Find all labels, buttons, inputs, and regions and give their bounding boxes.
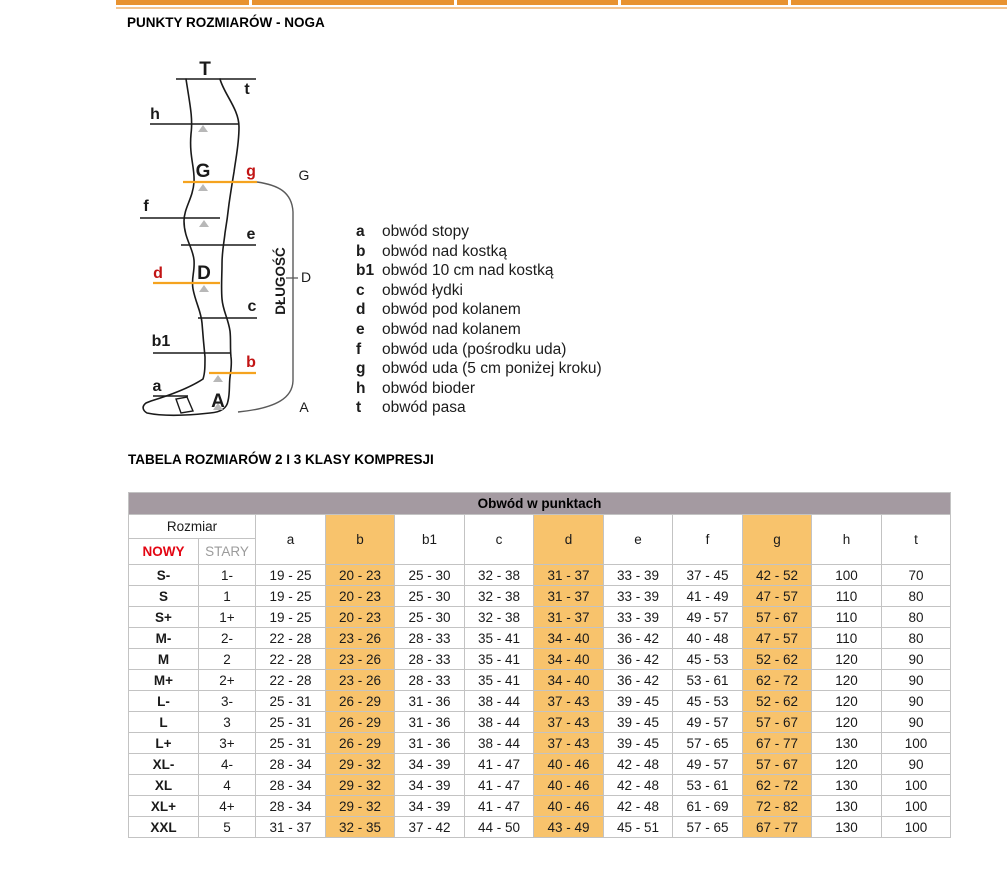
cell-value-e: 33 - 39 [604, 607, 673, 628]
cell-value-b: 29 - 32 [326, 775, 395, 796]
diagram-label-c: c [247, 298, 257, 315]
cell-value-t: 100 [882, 775, 951, 796]
column-header-d: d [534, 515, 604, 565]
diagram-label-G-leg: G [195, 161, 211, 182]
cell-value-a: 28 - 34 [256, 775, 326, 796]
table-row [129, 691, 951, 712]
column-header-f: f [673, 515, 743, 565]
nav-tab-segment-4[interactable] [621, 0, 788, 5]
cell-size-nowy: M- [129, 628, 199, 649]
toe-strap-outline [176, 397, 193, 413]
legend-key: t [356, 399, 362, 417]
legend-key: e [356, 320, 365, 338]
legend-text: obwód 10 cm nad kostką [382, 262, 554, 280]
nav-tab-segment-2[interactable] [252, 0, 454, 5]
cell-value-b: 23 - 26 [326, 628, 395, 649]
cell-value-e: 45 - 51 [604, 817, 673, 838]
cell-value-b: 26 - 29 [326, 712, 395, 733]
cell-value-d: 40 - 46 [534, 796, 604, 817]
cell-value-d: 31 - 37 [534, 607, 604, 628]
column-header-stary: STARY [199, 539, 256, 565]
cell-value-b1: 31 - 36 [395, 733, 465, 754]
cell-value-f: 41 - 49 [673, 586, 743, 607]
measurement-legend [356, 222, 602, 418]
legend-key: a [356, 223, 365, 240]
legend-item [356, 379, 602, 399]
legend-key: h [356, 379, 366, 397]
cell-value-c: 38 - 44 [465, 733, 534, 754]
cell-value-b1: 34 - 39 [395, 754, 465, 775]
cell-value-f: 53 - 61 [673, 775, 743, 796]
cell-value-h: 120 [812, 670, 882, 691]
section-title-table: TABELA ROZMIARÓW 2 I 3 KLASY KOMPRESJI [128, 452, 434, 467]
legend-text: obwód uda (pośrodku uda) [382, 340, 567, 358]
legend-item [356, 320, 602, 340]
cell-value-e: 36 - 42 [604, 649, 673, 670]
legend-item [356, 398, 602, 418]
nav-tab-segment-1[interactable] [116, 0, 249, 5]
legend-item [356, 359, 602, 379]
cell-value-g: 62 - 72 [743, 775, 812, 796]
cell-value-h: 110 [812, 586, 882, 607]
legend-item [356, 222, 602, 242]
diagram-label-d: d [153, 265, 163, 282]
column-header-c: c [465, 515, 534, 565]
cell-size-stary: 4- [199, 754, 256, 775]
cell-value-d: 43 - 49 [534, 817, 604, 838]
triangle-marker [199, 285, 209, 292]
cell-value-g: 52 - 62 [743, 691, 812, 712]
cell-size-stary: 2+ [199, 670, 256, 691]
legend-item [356, 281, 602, 301]
column-header-g: g [743, 515, 812, 565]
cell-value-c: 44 - 50 [465, 817, 534, 838]
cell-value-b: 29 - 32 [326, 796, 395, 817]
cell-value-b1: 37 - 42 [395, 817, 465, 838]
column-header-a: a [256, 515, 326, 565]
cell-size-nowy: XL+ [129, 796, 199, 817]
cell-value-b1: 34 - 39 [395, 775, 465, 796]
diagram-label-D-bracket: D [300, 269, 312, 285]
cell-value-e: 36 - 42 [604, 670, 673, 691]
cell-size-stary: 1- [199, 565, 256, 586]
cell-size-stary: 3+ [199, 733, 256, 754]
cell-value-b1: 28 - 33 [395, 649, 465, 670]
cell-value-f: 53 - 61 [673, 670, 743, 691]
cell-value-b: 26 - 29 [326, 733, 395, 754]
cell-value-b1: 31 - 36 [395, 691, 465, 712]
cell-value-c: 41 - 47 [465, 796, 534, 817]
cell-value-e: 33 - 39 [604, 586, 673, 607]
nav-underline [116, 7, 1007, 9]
cell-value-g: 57 - 67 [743, 712, 812, 733]
cell-value-a: 22 - 28 [256, 649, 326, 670]
cell-value-f: 57 - 65 [673, 733, 743, 754]
cell-size-stary: 4 [199, 775, 256, 796]
triangle-marker [198, 184, 208, 191]
cell-size-nowy: XL- [129, 754, 199, 775]
diagram-label-D-leg: D [197, 263, 211, 284]
cell-value-e: 42 - 48 [604, 754, 673, 775]
cell-value-e: 33 - 39 [604, 565, 673, 586]
table-row [129, 670, 951, 691]
column-header-b: b [326, 515, 395, 565]
cell-value-g: 47 - 57 [743, 628, 812, 649]
cell-value-f: 49 - 57 [673, 607, 743, 628]
cell-size-stary: 3- [199, 691, 256, 712]
cell-value-c: 41 - 47 [465, 775, 534, 796]
diagram-label-length: DŁUGOŚĆ [273, 247, 288, 315]
cell-value-b1: 28 - 33 [395, 628, 465, 649]
cell-value-h: 100 [812, 565, 882, 586]
cell-value-b1: 34 - 39 [395, 796, 465, 817]
cell-value-h: 130 [812, 796, 882, 817]
cell-value-f: 49 - 57 [673, 754, 743, 775]
nav-tab-segment-3[interactable] [457, 0, 618, 5]
cell-value-b: 23 - 26 [326, 649, 395, 670]
diagram-label-G-bracket: G [298, 167, 310, 183]
cell-value-e: 39 - 45 [604, 691, 673, 712]
cell-value-a: 19 - 25 [256, 565, 326, 586]
cell-value-a: 22 - 28 [256, 670, 326, 691]
cell-value-h: 130 [812, 733, 882, 754]
cell-value-b: 29 - 32 [326, 754, 395, 775]
cell-value-t: 80 [882, 586, 951, 607]
column-header-rozmiar: Rozmiar [129, 515, 256, 539]
cell-value-g: 47 - 57 [743, 586, 812, 607]
cell-value-t: 100 [882, 733, 951, 754]
cell-value-b: 20 - 23 [326, 586, 395, 607]
diagram-label-f: f [143, 198, 149, 215]
cell-value-h: 120 [812, 691, 882, 712]
cell-value-b: 26 - 29 [326, 691, 395, 712]
cell-value-b: 20 - 23 [326, 607, 395, 628]
cell-value-b: 32 - 35 [326, 817, 395, 838]
legend-text: obwód pasa [382, 399, 466, 417]
cell-value-c: 35 - 41 [465, 628, 534, 649]
cell-value-a: 22 - 28 [256, 628, 326, 649]
cell-value-c: 32 - 38 [465, 565, 534, 586]
cell-value-d: 37 - 43 [534, 733, 604, 754]
cell-value-c: 32 - 38 [465, 586, 534, 607]
cell-value-e: 39 - 45 [604, 733, 673, 754]
cell-value-t: 80 [882, 607, 951, 628]
triangle-marker [198, 125, 208, 132]
cell-size-nowy: M+ [129, 670, 199, 691]
legend-key: c [356, 281, 365, 299]
legend-text: obwód łydki [382, 281, 463, 299]
cell-value-d: 34 - 40 [534, 670, 604, 691]
cell-value-h: 120 [812, 754, 882, 775]
cell-value-c: 32 - 38 [465, 607, 534, 628]
legend-text: obwód stopy [382, 223, 470, 240]
cell-value-t: 90 [882, 712, 951, 733]
cell-value-a: 19 - 25 [256, 586, 326, 607]
diagram-label-a: a [152, 378, 162, 395]
cell-value-d: 34 - 40 [534, 649, 604, 670]
triangle-marker [213, 375, 223, 382]
table-row [129, 607, 951, 628]
legend-key: f [356, 340, 362, 358]
cell-size-nowy: L+ [129, 733, 199, 754]
cell-value-d: 40 - 46 [534, 754, 604, 775]
leg-outline [143, 79, 239, 415]
diagram-label-g: g [246, 163, 256, 180]
cell-value-b1: 25 - 30 [395, 565, 465, 586]
cell-value-d: 34 - 40 [534, 628, 604, 649]
table-row [129, 775, 951, 796]
legend-key: g [356, 360, 366, 378]
legend-item [356, 340, 602, 360]
cell-value-c: 38 - 44 [465, 712, 534, 733]
column-header-b1: b1 [395, 515, 465, 565]
cell-size-stary: 1+ [199, 607, 256, 628]
column-header-nowy: NOWY [129, 539, 199, 565]
cell-size-stary: 2 [199, 649, 256, 670]
cell-value-g: 67 - 77 [743, 817, 812, 838]
cell-value-e: 36 - 42 [604, 628, 673, 649]
cell-value-f: 57 - 65 [673, 817, 743, 838]
cell-value-b1: 28 - 33 [395, 670, 465, 691]
cell-value-c: 41 - 47 [465, 754, 534, 775]
cell-value-a: 31 - 37 [256, 817, 326, 838]
cell-value-h: 120 [812, 712, 882, 733]
cell-value-c: 35 - 41 [465, 649, 534, 670]
cell-size-stary: 3 [199, 712, 256, 733]
cell-value-e: 39 - 45 [604, 712, 673, 733]
cell-value-a: 19 - 25 [256, 607, 326, 628]
cell-value-a: 28 - 34 [256, 796, 326, 817]
cell-value-b1: 31 - 36 [395, 712, 465, 733]
cell-value-h: 110 [812, 607, 882, 628]
nav-tab-segment-5[interactable] [791, 0, 1007, 5]
diagram-label-A-leg: A [211, 391, 225, 412]
cell-value-d: 31 - 37 [534, 565, 604, 586]
legend-text: obwód pod kolanem [382, 301, 521, 319]
diagram-label-A-bracket: A [299, 399, 309, 415]
legend-item [356, 300, 602, 320]
table-row [129, 712, 951, 733]
cell-value-t: 90 [882, 649, 951, 670]
cell-value-b1: 25 - 30 [395, 607, 465, 628]
cell-value-a: 28 - 34 [256, 754, 326, 775]
cell-size-nowy: L [129, 712, 199, 733]
cell-value-h: 130 [812, 775, 882, 796]
column-header-e: e [604, 515, 673, 565]
legend-text: obwód nad kostką [382, 242, 507, 260]
table-row [129, 565, 951, 586]
cell-value-f: 45 - 53 [673, 691, 743, 712]
cell-value-b: 23 - 26 [326, 670, 395, 691]
legend-text: obwód uda (5 cm poniżej kroku) [382, 360, 602, 378]
table-row [129, 733, 951, 754]
diagram-label-h: h [150, 106, 160, 123]
cell-value-d: 31 - 37 [534, 586, 604, 607]
size-table [128, 492, 951, 838]
legend-item [356, 261, 602, 281]
cell-value-e: 42 - 48 [604, 775, 673, 796]
cell-value-d: 40 - 46 [534, 775, 604, 796]
table-row [129, 796, 951, 817]
cell-value-t: 90 [882, 754, 951, 775]
diagram-label-e: e [246, 226, 256, 243]
cell-value-a: 25 - 31 [256, 733, 326, 754]
cell-value-a: 25 - 31 [256, 691, 326, 712]
cell-value-h: 130 [812, 817, 882, 838]
table-row [129, 649, 951, 670]
leg-measurement-diagram [130, 60, 340, 425]
triangle-marker [199, 220, 209, 227]
table-row [129, 628, 951, 649]
legend-item [356, 242, 602, 262]
legend-text: obwód bioder [382, 379, 476, 397]
section-title-points: PUNKTY ROZMIARÓW - NOGA [127, 15, 325, 30]
cell-value-g: 57 - 67 [743, 754, 812, 775]
cell-size-nowy: XL [129, 775, 199, 796]
cell-value-f: 61 - 69 [673, 796, 743, 817]
cell-value-t: 90 [882, 691, 951, 712]
cell-size-stary: 4+ [199, 796, 256, 817]
legend-key: b [356, 242, 366, 260]
cell-size-nowy: S+ [129, 607, 199, 628]
cell-value-b: 20 - 23 [326, 565, 395, 586]
cell-value-b1: 25 - 30 [395, 586, 465, 607]
cell-value-h: 120 [812, 649, 882, 670]
cell-value-f: 49 - 57 [673, 712, 743, 733]
legend-text: obwód nad kolanem [382, 320, 521, 338]
table-caption: Obwód w punktach [129, 493, 951, 515]
cell-size-nowy: L- [129, 691, 199, 712]
cell-value-c: 35 - 41 [465, 670, 534, 691]
cell-size-nowy: S [129, 586, 199, 607]
cell-value-a: 25 - 31 [256, 712, 326, 733]
cell-size-stary: 1 [199, 586, 256, 607]
cell-value-g: 72 - 82 [743, 796, 812, 817]
cell-size-nowy: XXL [129, 817, 199, 838]
cell-value-e: 42 - 48 [604, 796, 673, 817]
cell-value-d: 37 - 43 [534, 712, 604, 733]
cell-value-g: 62 - 72 [743, 670, 812, 691]
cell-value-d: 37 - 43 [534, 691, 604, 712]
cell-value-f: 45 - 53 [673, 649, 743, 670]
diagram-label-b1: b1 [151, 333, 171, 350]
column-header-t: t [882, 515, 951, 565]
diagram-label-T: T [199, 60, 211, 80]
legend-key: b1 [356, 262, 375, 280]
cell-size-nowy: M [129, 649, 199, 670]
cell-value-t: 80 [882, 628, 951, 649]
cell-value-f: 37 - 45 [673, 565, 743, 586]
cell-value-g: 42 - 52 [743, 565, 812, 586]
cell-size-stary: 2- [199, 628, 256, 649]
cell-value-g: 57 - 67 [743, 607, 812, 628]
table-row [129, 754, 951, 775]
cell-value-t: 70 [882, 565, 951, 586]
cell-value-g: 52 - 62 [743, 649, 812, 670]
column-header-h: h [812, 515, 882, 565]
diagram-label-t: t [244, 81, 250, 98]
cell-size-stary: 5 [199, 817, 256, 838]
table-row [129, 586, 951, 607]
cell-value-h: 110 [812, 628, 882, 649]
cell-value-c: 38 - 44 [465, 691, 534, 712]
cell-value-f: 40 - 48 [673, 628, 743, 649]
cell-size-nowy: S- [129, 565, 199, 586]
cell-value-t: 90 [882, 670, 951, 691]
legend-key: d [356, 301, 366, 319]
cell-value-g: 67 - 77 [743, 733, 812, 754]
cell-value-t: 100 [882, 796, 951, 817]
table-row [129, 817, 951, 838]
diagram-label-b: b [246, 354, 256, 371]
cell-value-t: 100 [882, 817, 951, 838]
